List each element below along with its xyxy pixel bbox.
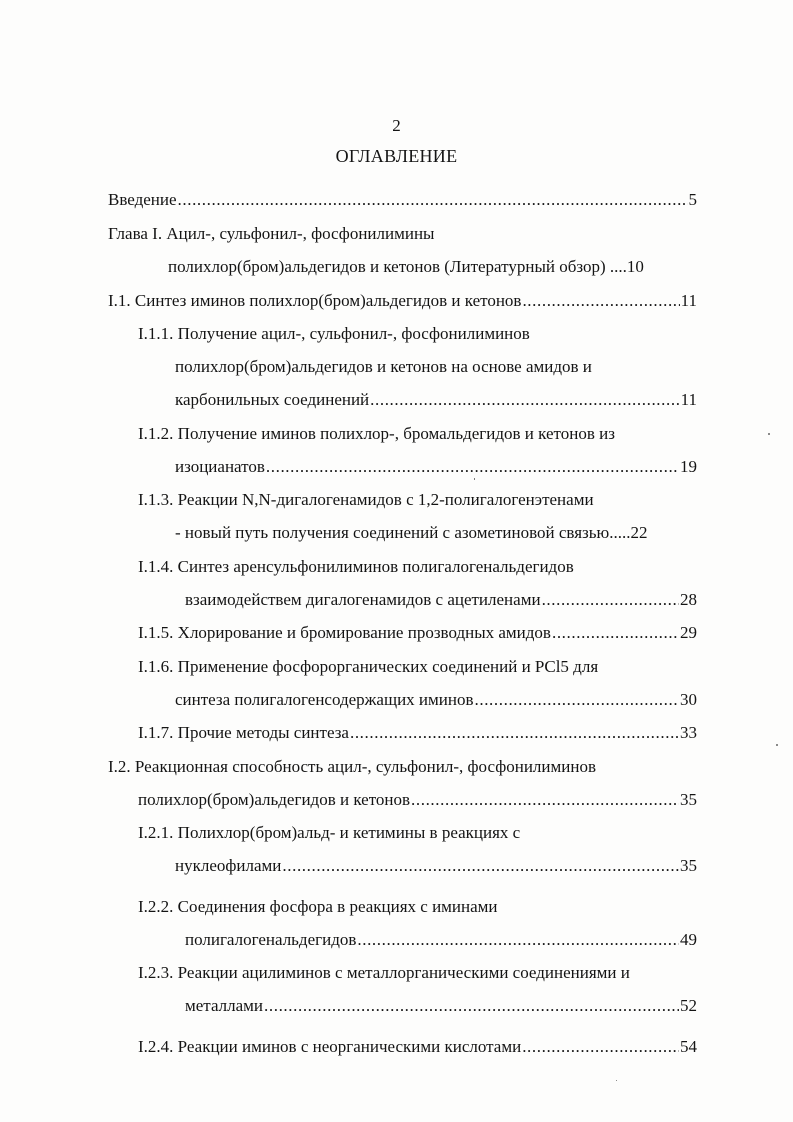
toc-entry-1-1-5 — [138, 621, 697, 645]
toc-entry-1-1-4 — [185, 588, 697, 612]
toc-entry-chapter-1 — [168, 255, 697, 279]
toc-entry-1-1-6-line1: I.1.6. Применение фосфорорганических соединений и PCl5 для — [138, 657, 599, 676]
dot-leader — [282, 854, 679, 878]
toc-entry-intro — [108, 188, 697, 212]
toc-title: ОГЛАВЛЕНИЕ — [335, 146, 458, 166]
toc-entry-text: полигалогенальдегидов — [185, 930, 357, 949]
toc-page-number: 33 — [680, 723, 697, 742]
toc-entry-text: полихлор(бром)альдегидов и кетонов — [138, 790, 411, 809]
toc-entry-1-1-1-line2: полихлор(бром)альдегидов и кетонов на основе амидов и — [175, 357, 592, 376]
scan-speck — [776, 744, 778, 746]
toc-entry-text: I.1.7. Прочие методы синтеза — [138, 723, 349, 742]
dot-leader — [357, 928, 679, 952]
toc-entry-1-1-3 — [175, 521, 697, 545]
toc-entry-1-1-1-line1: I.1.1. Получение ацил-, сульфонил-, фосфонилиминов — [138, 324, 530, 343]
dot-leader — [552, 621, 679, 645]
page-number: 2 — [392, 116, 401, 135]
dot-leader — [522, 1035, 679, 1059]
toc-entry-1-2-1-line1: I.2.1. Полихлор(бром)альд- и кетимины в реакциях с — [138, 823, 521, 842]
toc-page-number: 35 — [680, 790, 697, 809]
toc-entry-1-2-2-line1: I.2.2. Соединения фосфора в реакциях с иминами — [138, 897, 498, 916]
toc-entry-text: синтеза полигалогенсодержащих иминов — [175, 690, 474, 709]
toc-entry-1-2-3 — [185, 994, 697, 1018]
toc-chapter-1-title: Глава I. Ацил-, сульфонил-, фосфонилимины — [108, 224, 435, 243]
toc-page-number: 29 — [680, 623, 697, 642]
toc-page-number: 35 — [680, 856, 697, 875]
toc-page-number: 22 — [630, 523, 648, 542]
toc-page-number: 54 — [680, 1037, 697, 1056]
dot-leader — [542, 588, 679, 612]
dot-leader — [411, 788, 679, 812]
toc-entry-text: I.2.4. Реакции иминов с неорганическими кислотами — [138, 1037, 522, 1056]
dot-leader — [475, 688, 680, 712]
dot-leader — [266, 455, 679, 479]
toc-page-number: 11 — [680, 291, 697, 310]
toc-entry-text: Введение — [108, 190, 177, 209]
toc-page-number: 30 — [680, 690, 697, 709]
dot-leader — [178, 188, 688, 212]
toc-entry-1-2 — [138, 788, 697, 812]
toc-entry-1-1-2-line1: I.1.2. Получение иминов полихлор-, бромальдегидов и кетонов из — [138, 424, 615, 443]
toc-page-number: 11 — [680, 390, 697, 409]
toc-entry-1-1-1 — [175, 388, 697, 412]
toc-entry-text: I.1.5. Хлорирование и бромирование прозводных амидов — [138, 623, 551, 642]
toc-entry-text: полихлор(бром)альдегидов и кетонов (Литературный обзор) .... — [168, 257, 627, 276]
toc-entry-1-1 — [108, 289, 697, 313]
toc-page-number: 19 — [680, 457, 697, 476]
toc-entry-text: I.1. Синтез иминов полихлор(бром)альдегидов и кетонов — [108, 291, 522, 310]
toc-entry-1-2-1 — [175, 854, 697, 878]
dot-leader — [522, 289, 679, 313]
toc-entry-1-1-4-line1: I.1.4. Синтез аренсульфонилиминов полигалогенальдегидов — [138, 557, 574, 576]
scan-speck — [768, 433, 770, 435]
toc-entry-text: взаимодействем дигалогенамидов с ацетиленами — [185, 590, 541, 609]
toc-entry-1-1-2 — [175, 455, 697, 479]
toc-page-number: 10 — [626, 257, 644, 276]
scan-speck — [616, 1080, 617, 1081]
toc-entry-text: - новый путь получения соединений с азометиновой связью..... — [175, 523, 631, 542]
toc-entry-1-1-3-line1: I.1.3. Реакции N,N-дигалогенамидов с 1,2-полигалогенэтенами — [138, 490, 594, 509]
toc-entry-text: нуклеофилами — [175, 856, 282, 875]
scan-speck — [474, 478, 475, 480]
toc-entry-1-2-3-line1: I.2.3. Реакции ацилиминов с металлорганическими соединениями и — [138, 963, 630, 982]
toc-entry-1-2-4 — [138, 1035, 697, 1059]
toc-entry-1-1-6 — [175, 688, 697, 712]
dot-leader — [370, 388, 679, 412]
toc-entry-1-2-line1: I.2. Реакционная способность ацил-, сульфонил-, фосфонилиминов — [108, 757, 596, 776]
toc-page-number: 5 — [688, 190, 697, 209]
toc-entry-text: карбонильных соединений — [175, 390, 370, 409]
toc-page-number: 49 — [680, 930, 697, 949]
dot-leader — [264, 994, 679, 1018]
toc-entry-text: металлами — [185, 996, 264, 1015]
toc-entry-text: изоцианатов — [175, 457, 265, 476]
toc-page-number: 52 — [680, 996, 697, 1015]
toc-entry-1-1-7 — [138, 721, 697, 745]
toc-entry-1-2-2 — [185, 928, 697, 952]
toc-page-number: 28 — [680, 590, 697, 609]
dot-leader — [350, 721, 679, 745]
